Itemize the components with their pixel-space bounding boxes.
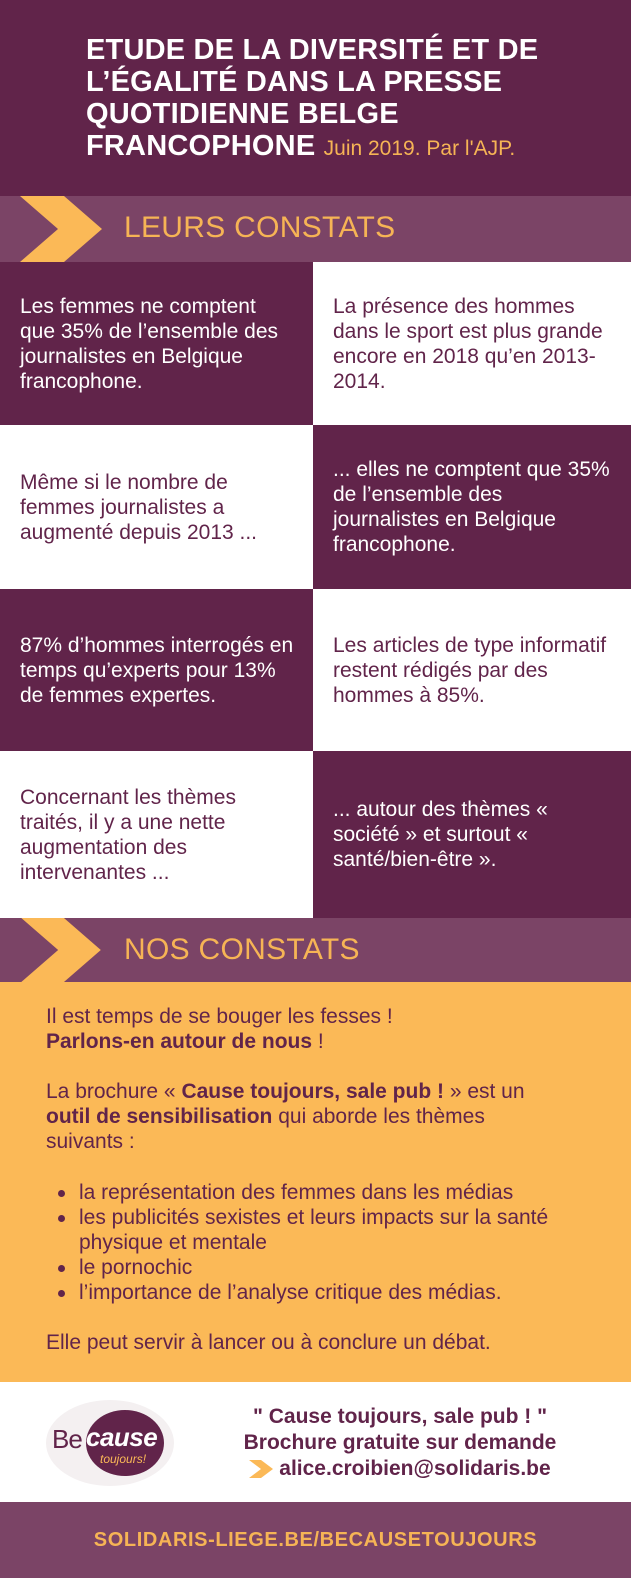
list-item: la représentation des femmes dans les médias: [46, 1180, 606, 1205]
finding-text: Les femmes ne comptent que 35% de l’ensemble des journalistes en Belgique francophone.: [20, 294, 279, 393]
finding-text: ... elles ne comptent que 35% de l’ensemble des journalistes en Belgique francophone.: [333, 458, 610, 556]
logo-toujours: toujours!: [100, 1452, 147, 1466]
nos-p2-a: La brochure «: [46, 1080, 182, 1103]
list-item: les publicités sexistes et leurs impacts sur la santé physique et mentale: [46, 1205, 606, 1255]
list-item: l’importance de l’analyse critique des médias.: [46, 1280, 606, 1305]
chevron-right-icon: [249, 1460, 273, 1478]
because-toujours-logo: [46, 1400, 174, 1486]
finding-text: Les articles de type informatif restent rédigés par des hommes à 85%.: [333, 633, 607, 707]
nos-p2-b: » est un: [443, 1080, 525, 1103]
finding-text: ... autour des thèmes « société » et surtout « santé/bien-être ».: [333, 798, 548, 871]
section-title-leurs: LEURS CONSTATS: [124, 211, 396, 244]
finding-cell: [313, 589, 631, 751]
nos-closing: Elle peut servir à lancer ou à conclure un débat.: [46, 1331, 491, 1354]
nos-line2-bold: Parlons-en autour de nous: [46, 1030, 313, 1053]
contact-line2: Brochure gratuite sur demande: [243, 1431, 557, 1454]
finding-text: 87% d’hommes interrogés en temps qu’experts pour 13% de femmes expertes.: [20, 633, 294, 707]
finding-cell: [313, 425, 631, 589]
finding-cell: [0, 425, 315, 589]
title-subtitle: Juin 2019. Par l'AJP.: [323, 137, 516, 160]
finding-text: Même si le nombre de femmes journalistes a augmenté depuis 2013 ...: [20, 470, 258, 544]
nos-line2: [46, 1029, 631, 1054]
nos-line1: Il est temps de se bouger les fesses !: [46, 1005, 393, 1028]
finding-cell: [313, 751, 631, 918]
contact-email-row: [249, 1456, 550, 1482]
list-item: le pornochic: [46, 1255, 606, 1280]
finding-cell: [0, 262, 315, 425]
contact-line1: " Cause toujours, sale pub ! ": [252, 1405, 548, 1428]
page-title: [86, 34, 606, 165]
footer-url-link[interactable]: SOLIDARIS-LIEGE.BE/BECAUSETOUJOURS: [93, 1528, 538, 1551]
finding-text: La présence des hommes dans le sport est plus grande encore en 2018 qu’en 2013-2014.: [333, 294, 603, 393]
section-title-nos: NOS CONSTATS: [124, 933, 360, 966]
finding-cell: [0, 589, 315, 751]
nos-constats-block: [0, 982, 631, 1382]
nos-p2-bold2: outil de sensibilisation: [46, 1105, 273, 1128]
nos-line2-end: !: [312, 1030, 324, 1053]
nos-paragraph: [46, 1079, 566, 1154]
nos-p2-bold1: Cause toujours, sale pub !: [181, 1080, 444, 1103]
logo-be: Be: [52, 1424, 82, 1454]
finding-text: Concernant les thèmes traités, il y a une nette augmentation des intervenantes ...: [20, 785, 236, 884]
logo-cause: cause: [86, 1422, 158, 1452]
title-text: ETUDE DE LA DIVERSITÉ ET DE L’ÉGALITÉ DANS LA PRESSE QUOTIDIENNE BELGE FRANCOPHONE: [86, 34, 539, 162]
chevron-right-icon: [20, 918, 106, 982]
section-band-leurs: [0, 196, 631, 262]
footer-banner: [0, 1502, 631, 1578]
header-banner: [0, 0, 631, 196]
themes-list: [46, 1180, 606, 1305]
finding-cell: [0, 751, 315, 918]
nos-p2-c: qui aborde les thèmes suivants :: [46, 1105, 485, 1153]
chevron-right-icon: [20, 196, 106, 262]
contact-text: [200, 1404, 600, 1485]
contact-email[interactable]: alice.croibien@solidaris.be: [279, 1457, 551, 1480]
section-band-nos: [0, 918, 631, 982]
contact-section: [0, 1382, 631, 1502]
finding-cell: [313, 262, 631, 425]
